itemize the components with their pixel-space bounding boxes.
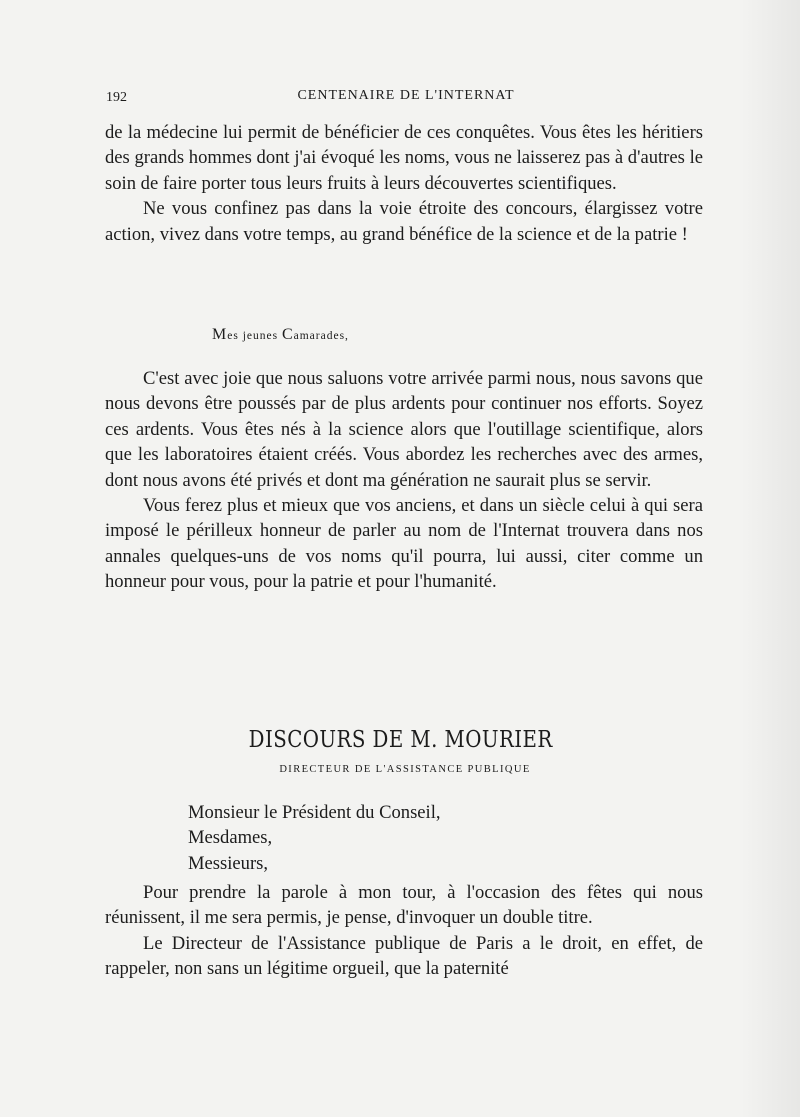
salutation: Mes jeunes Camarades, [212,326,349,343]
speech-subtitle: DIRECTEUR DE L'ASSISTANCE PUBLIQUE [279,764,531,775]
speech-paragraph: Pour prendre la parole à mon tour, à l'occasion des fêtes qui nous réunissent, il me sera permis, je pense, d'invoquer un double titre. [105,882,703,929]
address-lines [188,800,441,876]
speech-text [105,880,703,982]
intro-paragraph: Ne vous confinez pas dans la voie étroite des concours, élargissez votre action, vivez dans votre temps, au grand bénéfice de la science et de la patrie ! [105,198,703,245]
intro-paragraph: de la médecine lui permit de bénéficier de ces conquêtes. Vous êtes les héritiers des grands hommes dont j'ai évoqué les noms, vous ne laisserez pas à d'autres le soin de faire porter tous leurs fruits à leurs découvertes scientifiques. [105,122,703,194]
address-line: Messieurs, [188,852,269,874]
speech-paragraph: Le Directeur de l'Assistance publique de Paris a le droit, en effet, de rappeler, non sans un légitime orgueil, que la paternité [105,932,703,980]
running-title: CENTENAIRE DE L'INTERNAT [297,88,515,103]
address-line: Monsieur le Président du Conseil, [188,802,441,823]
intro-text [105,120,703,247]
speech-title: DISCOURS DE M. MOURIER [248,727,553,753]
page-edge-shadow [740,0,800,1117]
address-line: Mesdames, [188,827,273,849]
running-head [106,88,706,110]
body-paragraph: Vous ferez plus et mieux que vos anciens, et dans un siècle celui à qui sera imposé le périlleux honneur de parler au nom de l'Internat trouvera dans nos annales quelques-uns de vos noms qu'il pourra, lui aussi, citer comme un honneur pour vous, pour la patrie et pour l'humanité. [105,495,703,593]
body-paragraph: C'est avec joie que nous saluons votre arrivée parmi nous, nous savons que nous devons être poussés par de plus ardents pour continuer nos efforts. Soyez ces ardents. Vous êtes nés à la science alors que l'outillage scientifique, alors que les laboratoires étaient créés. Vous abordez les recherches avec des armes, dont nous avons été privés et dont ma génération ne saurait plus se servir. [105,368,703,491]
page-number: 192 [106,90,127,105]
body-text [105,366,703,595]
